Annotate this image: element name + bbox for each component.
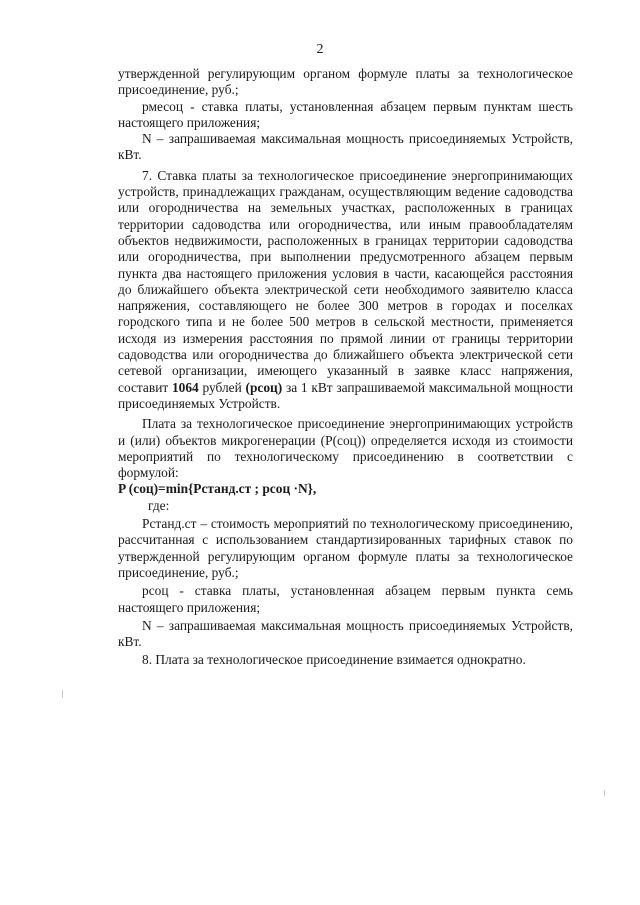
- paragraph-item-7: [118, 168, 573, 412]
- rate-amount: 1064: [171, 379, 199, 395]
- item-7-text-end: за 1 кВт запрашиваемой максимальной мощности присоединяемых Устройств.: [118, 379, 574, 411]
- scan-margin-mark: [604, 790, 605, 796]
- paragraph-formula-continuation: утвержденной регулирующим органом формуле платы за технологическое присоединение, руб.;: [118, 66, 573, 98]
- paragraph-item-8: 8. Плата за технологическое присоединение взимается однократно.: [142, 652, 526, 668]
- formula-where: где:: [148, 497, 170, 513]
- page-number: 2: [316, 42, 324, 57]
- rate-currency: рублей: [202, 379, 242, 395]
- rate-symbol: (рсоц): [245, 379, 283, 395]
- item-7-text: 7. Ставка платы за технологическое присоединение энергопринимающих устройств, принадлежащих гражданам, осуществляющим ведение садоводства или огородничества на земельных участках, расположенных в границах территории садоводства или огородничества, или иным правообладателям объектов недвижимости, расположенных в границах территории садоводства или огородничества, при выполнении предусмотренного абзацем первым пункта два настоящего приложения условия в части, касающейся расстояния до ближайшего объекта электрической сети необходимого заявителю класса напряжения, составляющего не более 300 метров в городах и поселках городского типа и не более 500 метров в сельской местности, применяется исходя из измерения расстояния по прямой линии от границы территории садоводства или огородничества до ближайшего объекта электрической сети сетевой организации, имеющего указанный в заявке класс напряжения, составит: [118, 167, 573, 395]
- paragraph-fee-calculation: Плата за технологическое присоединение энергопринимающих устройств и (или) объектов микрогенерации (P(соц)) определяется исходя из стоимости мероприятий по технологическому присоединению в соответствии с формулой:: [118, 416, 573, 481]
- paragraph-power-definition: N – запрашиваемая максимальная мощность присоединяемых Устройств, кВт.: [118, 131, 573, 163]
- paragraph-social-rate-definition: рсоц - ставка платы, установленная абзацем первым пункта семь настоящего приложения;: [118, 583, 573, 615]
- paragraph-rate-definition: рмесоц - ставка платы, установленная абзацем первым пунктам шесть настоящего приложения;: [118, 98, 573, 130]
- scan-margin-mark: [62, 690, 63, 698]
- fee-formula: P (соц)=min{Рстанд.ст ; рсоц ·N},: [118, 481, 317, 497]
- paragraph-max-power-definition: N – запрашиваемая максимальная мощность присоединяемых Устройств, кВт.: [118, 617, 573, 650]
- document-body: [118, 66, 573, 669]
- paragraph-standard-cost-definition: Рстанд.ст – стоимость мероприятий по технологическому присоединению, рассчитанная с использованием стандартизированных тарифных ставок по утвержденной регулирующим органом формуле платы за технологическое присоединение, руб.;: [118, 516, 573, 580]
